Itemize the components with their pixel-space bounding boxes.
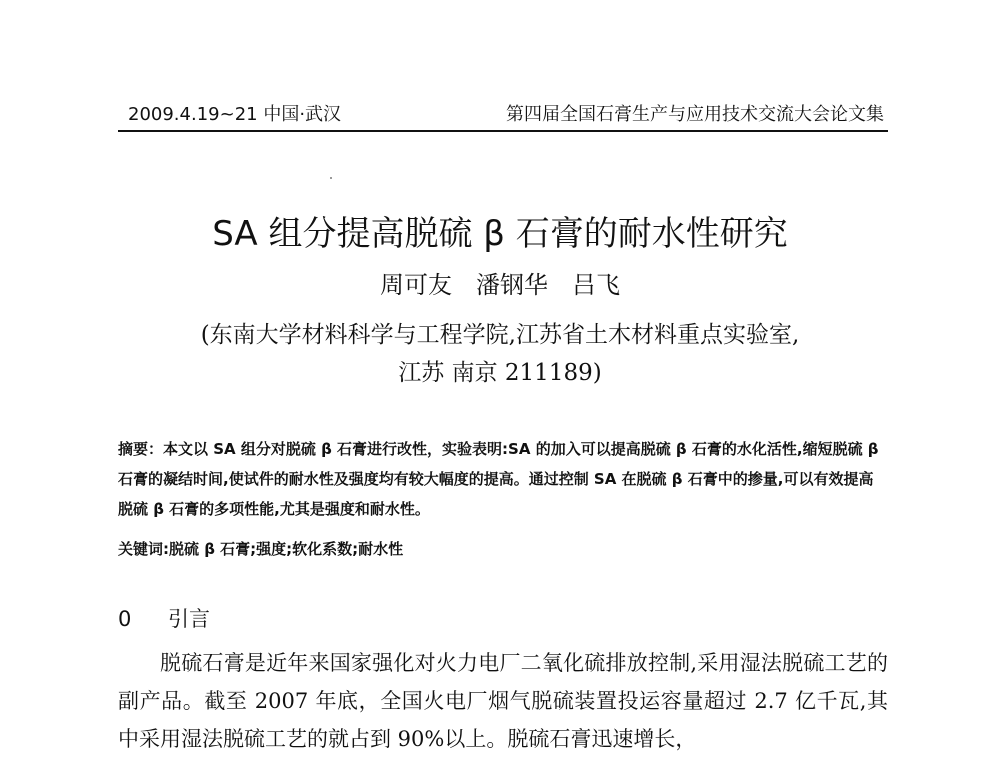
header-proceedings-title: 第四届全国石膏生产与应用技术交流大会论文集 — [506, 104, 884, 125]
body-paragraph: 脱硫石膏是近年来国家强化对火力电厂二氧化硫排放控制,采用湿法脱硫工艺的副产品。截至 2007 年底，全国火电厂烟气脱硫装置投运容量超过 2.7 亿千瓦,其中采用湿法脱硫工艺的就占到 90%以上。脱硫石膏迅速增长， — [118, 651, 888, 751]
paper-title: SA 组分提高脱硫 β 石膏的耐水性研究 — [212, 214, 788, 254]
author-list: 周可友 潘钢华 吕飞 — [380, 271, 620, 299]
affiliation-line-1: (东南大学材料科学与工程学院,江苏省土木材料重点实验室, — [200, 322, 800, 348]
abstract-label: 摘要： — [118, 440, 164, 458]
keywords-text: 脱硫 β 石膏;强度;软化系数;耐水性 — [169, 540, 404, 558]
header-rule — [118, 130, 888, 132]
affiliation-line-2: 江苏 南京 211189) — [398, 360, 602, 386]
section-title: 引言 — [168, 607, 210, 631]
body-text — [118, 644, 888, 758]
section-number: 0 — [118, 607, 132, 631]
running-header — [118, 100, 888, 130]
abstract — [118, 434, 888, 524]
keywords — [118, 534, 888, 564]
header-conference-date-place: 2009.4.19~21 中国·武汉 — [128, 104, 342, 125]
keywords-label: 关键词: — [118, 540, 169, 558]
abstract-text: 本文以 SA 组分对脱硫 β 石膏进行改性，实验表明:SA 的加入可以提高脱硫 β 石膏的水化活性,缩短脱硫 β 石膏的凝结时间,使试件的耐水性及强度均有较大幅度的提高。通过控制 SA 在脱硫 β 石膏中的掺量,可以有效提高脱硫 β 石膏的多项性能,尤其是强度和耐水性。 — [118, 440, 879, 518]
section-heading — [118, 604, 518, 634]
scan-speck — [330, 177, 332, 179]
